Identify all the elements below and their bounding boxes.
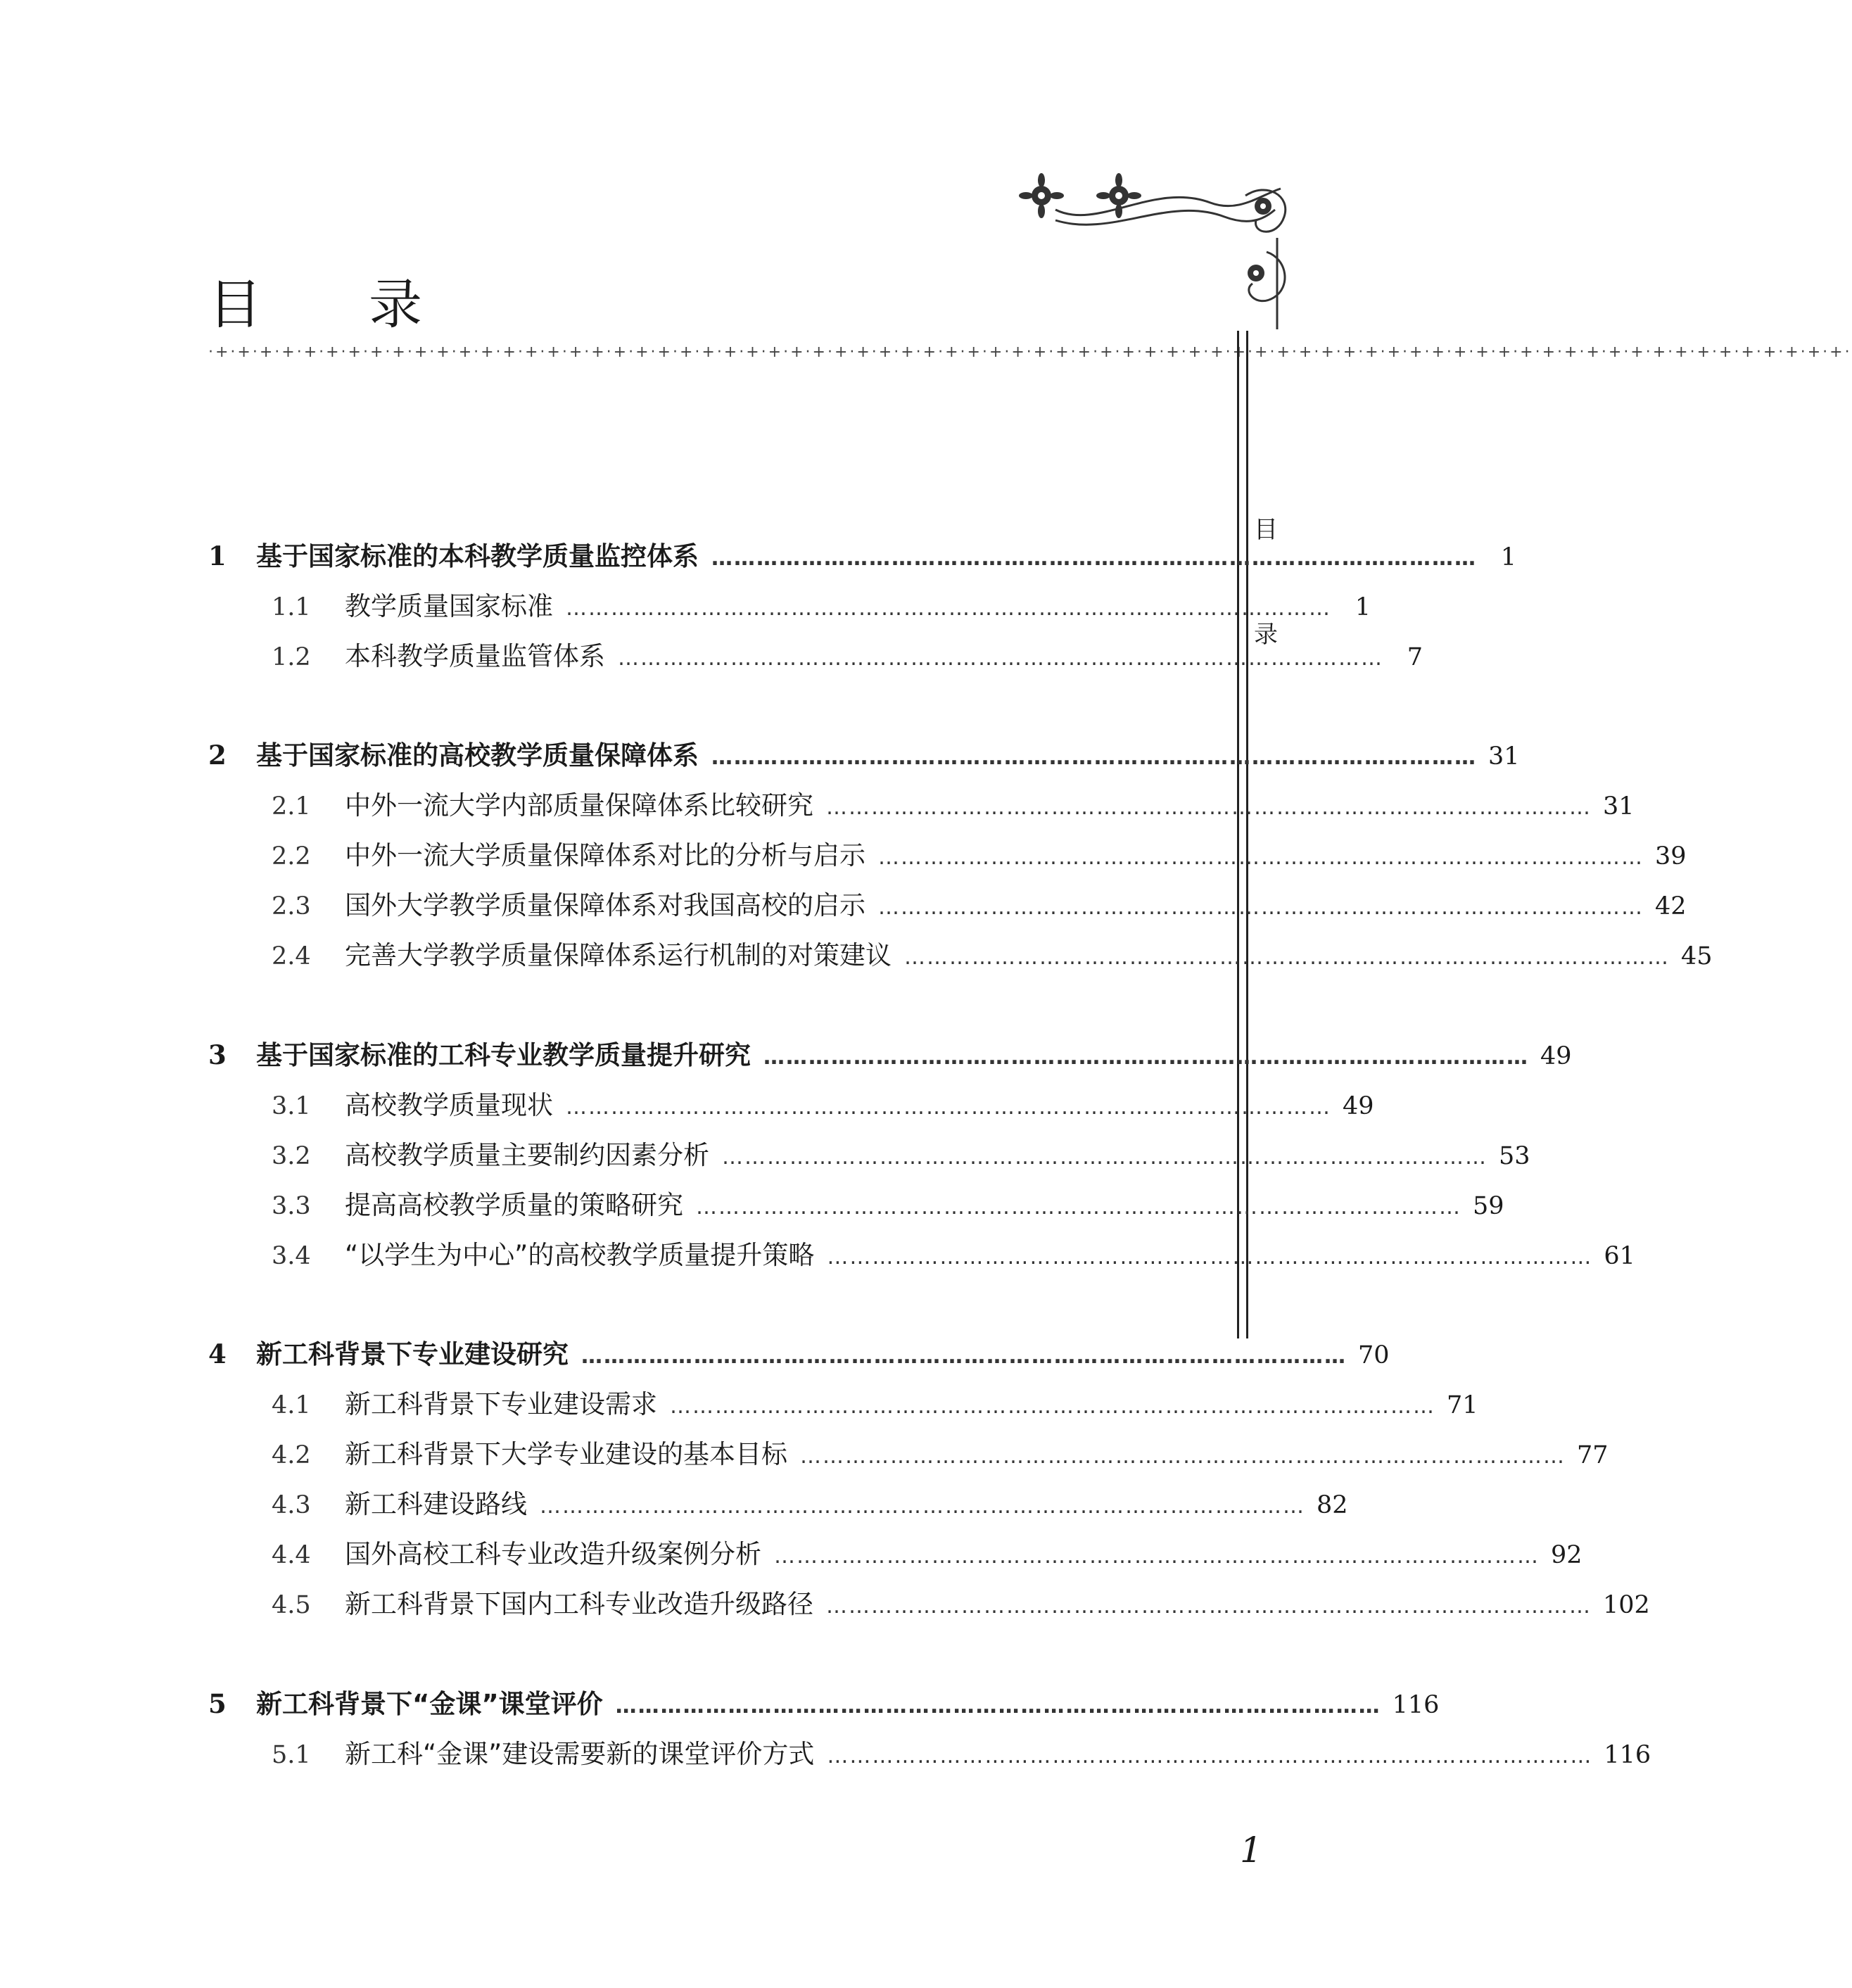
section-page: 102 xyxy=(1603,1591,1650,1619)
toc-chapter[interactable] xyxy=(208,1683,1440,1722)
section-page: 39 xyxy=(1655,842,1687,870)
toc-section[interactable] xyxy=(272,1583,1650,1622)
chapter-title: 基于国家标准的工科专业教学质量提升研究 xyxy=(256,1040,751,1070)
toc-section[interactable] xyxy=(272,1134,1530,1173)
leader-dots: ………………………………………………………………………………………… xyxy=(696,1195,1461,1220)
section-title: 教学质量国家标准 xyxy=(345,591,553,621)
page-title xyxy=(208,262,422,338)
section-page: 49 xyxy=(1343,1092,1374,1120)
section-page: 82 xyxy=(1317,1491,1348,1519)
toc-chapter[interactable] xyxy=(208,1333,1390,1372)
section-title: 提高高校教学质量的策略研究 xyxy=(345,1190,683,1220)
leader-dots: ………………………………………………………………………………………… xyxy=(904,945,1670,970)
leader-dots: ………………………………………………………………………………………… xyxy=(774,1544,1540,1569)
toc-section[interactable] xyxy=(272,834,1687,873)
section-page: 31 xyxy=(1603,792,1635,821)
leader-dots: ………………………………………………………………………………………… xyxy=(615,1694,1381,1718)
section-number: 3.3 xyxy=(272,1192,311,1220)
chapter-page: 1 xyxy=(1500,543,1516,571)
toc-section[interactable] xyxy=(272,1084,1374,1123)
section-number: 1.2 xyxy=(272,643,311,671)
section-title: 新工科背景下国内工科专业改造升级路径 xyxy=(345,1589,813,1619)
leader-dots: ………………………………………………………………………………………… xyxy=(826,795,1592,820)
leader-dots: ………………………………………………………………………………………… xyxy=(711,546,1477,571)
chapter-title: 新工科背景下专业建设研究 xyxy=(256,1339,569,1369)
section-title: 新工科背景下大学专业建设的基本目标 xyxy=(345,1439,787,1469)
leader-dots: ………………………………………………………………………………………… xyxy=(878,895,1644,920)
chapter-number: 2 xyxy=(208,740,227,771)
page-number: 1 xyxy=(1240,1830,1262,1870)
section-title: 新工科“金课”建设需要新的课堂评价方式 xyxy=(345,1739,815,1769)
toc-section[interactable] xyxy=(272,934,1713,973)
leader-dots: ………………………………………………………………………………………… xyxy=(566,1095,1331,1120)
section-title: 国外高校工科专业改造升级案例分析 xyxy=(345,1539,761,1569)
side-tab-char-2: 录 xyxy=(1254,621,1278,649)
toc-section[interactable] xyxy=(272,784,1635,823)
chapter-number: 5 xyxy=(208,1688,227,1719)
chapter-number: 1 xyxy=(208,540,227,571)
leader-dots: ………………………………………………………………………………………… xyxy=(566,596,1331,621)
leader-dots: ………………………………………………………………………………………… xyxy=(800,1444,1566,1469)
leader-dots: ………………………………………………………………………………………… xyxy=(878,845,1644,870)
chapter-number: 4 xyxy=(208,1338,227,1369)
section-number: 2.2 xyxy=(272,842,311,870)
toc-section[interactable] xyxy=(272,1733,1651,1772)
leader-dots: ………………………………………………………………………………………… xyxy=(827,1245,1593,1270)
page-title-char-2: 录 xyxy=(369,273,422,336)
chapter-title: 新工科背景下“金课”课堂评价 xyxy=(256,1689,603,1719)
section-page: 61 xyxy=(1604,1242,1635,1270)
section-page: 116 xyxy=(1604,1741,1651,1769)
leader-dots: ………………………………………………………………………………………… xyxy=(540,1494,1305,1519)
toc-section[interactable] xyxy=(272,884,1687,923)
section-page: 1 xyxy=(1355,593,1371,621)
section-number: 3.1 xyxy=(272,1092,311,1120)
section-number: 1.1 xyxy=(272,593,311,621)
leader-dots: ………………………………………………………………………………………… xyxy=(826,1594,1592,1619)
chapter-page: 116 xyxy=(1392,1691,1440,1719)
chapter-title: 基于国家标准的高校教学质量保障体系 xyxy=(256,740,699,771)
toc-section[interactable] xyxy=(272,1234,1635,1273)
section-title: 中外一流大学质量保障体系对比的分析与启示 xyxy=(345,840,865,870)
toc-section[interactable] xyxy=(272,1184,1504,1223)
section-number: 2.4 xyxy=(272,942,311,970)
section-page: 45 xyxy=(1681,942,1713,970)
section-number: 4.2 xyxy=(272,1441,311,1469)
toc-section[interactable] xyxy=(272,1483,1348,1522)
chapter-title: 基于国家标准的本科教学质量监控体系 xyxy=(256,541,699,571)
section-page: 53 xyxy=(1499,1142,1530,1170)
section-title: 新工科建设路线 xyxy=(345,1489,527,1519)
section-title: 中外一流大学内部质量保障体系比较研究 xyxy=(345,790,813,821)
toc-section[interactable] xyxy=(272,1383,1478,1422)
leader-dots: ………………………………………………………………………………………… xyxy=(581,1344,1347,1369)
title-dotted-rule: ·+·+·+·+·+·+·+·+·+·+·+·+·+·+·+·+·+·+·+·+·+·+·+·+·+·+·+·+·+·+·+·+·+·+·+·+·+·+·+·+·+·+·+·+·+·+·+·+·+·+·+·+·+·+·+·+·+·+·+·+·+·+·+·+·+·+·+·+·+·+·+·+·+·+· xyxy=(208,343,1852,361)
toc-section[interactable] xyxy=(272,635,1423,674)
toc-chapter[interactable] xyxy=(208,535,1516,574)
chapter-page: 31 xyxy=(1488,742,1520,771)
toc-chapter[interactable] xyxy=(208,734,1520,773)
section-page: 77 xyxy=(1577,1441,1609,1469)
section-title: “以学生为中心”的高校教学质量提升策略 xyxy=(345,1240,815,1270)
section-number: 4.3 xyxy=(272,1491,311,1519)
section-title: 高校教学质量现状 xyxy=(345,1090,553,1120)
toc-section[interactable] xyxy=(272,1533,1583,1572)
section-number: 2.3 xyxy=(272,892,311,920)
section-page: 92 xyxy=(1551,1541,1583,1569)
leader-dots: ………………………………………………………………………………………… xyxy=(711,745,1477,770)
chapter-page: 49 xyxy=(1540,1042,1572,1070)
leader-dots: ………………………………………………………………………………………… xyxy=(618,646,1383,671)
chapter-number: 3 xyxy=(208,1039,227,1070)
section-page: 59 xyxy=(1473,1192,1504,1220)
section-page: 42 xyxy=(1655,892,1687,920)
section-page: 7 xyxy=(1407,643,1423,671)
section-title: 完善大学教学质量保障体系运行机制的对策建议 xyxy=(345,940,892,970)
section-title: 国外大学教学质量保障体系对我国高校的启示 xyxy=(345,890,865,920)
leader-dots: ………………………………………………………………………………………… xyxy=(827,1744,1593,1768)
section-number: 4.4 xyxy=(272,1541,311,1569)
page-title-char-1: 目 xyxy=(208,273,262,336)
section-title: 本科教学质量监管体系 xyxy=(345,641,605,671)
toc-section[interactable] xyxy=(272,585,1371,624)
section-title: 高校教学质量主要制约因素分析 xyxy=(345,1140,709,1170)
chapter-page: 70 xyxy=(1358,1341,1390,1369)
section-number: 4.1 xyxy=(272,1391,311,1419)
side-tab-char-1: 目 xyxy=(1254,516,1278,544)
side-double-rule xyxy=(1237,331,1248,1338)
leader-dots: ………………………………………………………………………………………… xyxy=(670,1394,1435,1419)
toc-section[interactable] xyxy=(272,1433,1609,1472)
floral-corner-ornament xyxy=(1013,167,1295,329)
leader-dots: ………………………………………………………………………………………… xyxy=(763,1045,1529,1070)
section-title: 新工科背景下专业建设需求 xyxy=(345,1389,657,1419)
leader-dots: ………………………………………………………………………………………… xyxy=(722,1145,1488,1170)
toc-chapter[interactable] xyxy=(208,1034,1572,1073)
section-number: 3.4 xyxy=(272,1242,311,1270)
section-number: 2.1 xyxy=(272,792,311,821)
section-page: 71 xyxy=(1447,1391,1478,1419)
section-number: 3.2 xyxy=(272,1142,311,1170)
section-number: 5.1 xyxy=(272,1741,311,1769)
section-number: 4.5 xyxy=(272,1591,311,1619)
